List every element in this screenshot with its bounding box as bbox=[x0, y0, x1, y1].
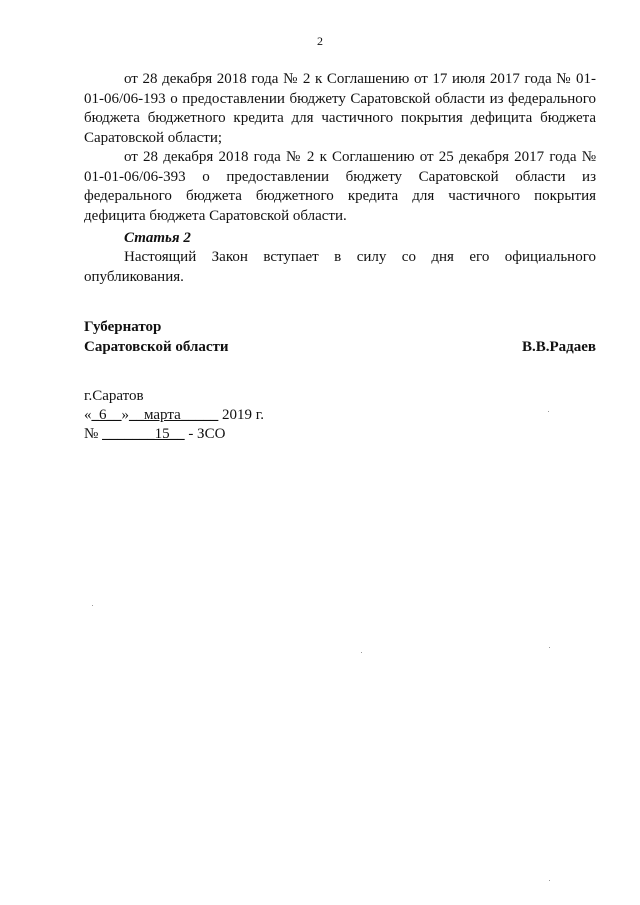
signature-line bbox=[84, 337, 596, 357]
signatory-title-line2: Саратовской области bbox=[84, 339, 229, 355]
date-day: _6__ bbox=[91, 407, 122, 423]
signatory-name: В.В.Радаев bbox=[521, 339, 596, 355]
article-heading: Статья 2 bbox=[124, 230, 191, 246]
amendment-paragraph-1: от 28 декабря 2018 года № 2 к Соглашению от 17 июля 2017 года № 01-01-06/06-193 о предоставлении бюджету Саратовской области из федерального бюджета бюджетного кредита для частичного покрытия дефицита бюджета Саратовской области; bbox=[84, 71, 596, 146]
scan-speck bbox=[361, 652, 362, 653]
article-body bbox=[84, 248, 596, 287]
law-number-suffix: - ЗСО bbox=[184, 426, 226, 442]
signatory-title-line1: Губернатор bbox=[84, 319, 162, 335]
page-number: 2 bbox=[317, 34, 323, 48]
article-text: Настоящий Закон вступает в силу со дня его официального опубликования. bbox=[84, 249, 596, 285]
amendment-paragraph-2: от 28 декабря 2018 года № 2 к Соглашению от 25 декабря 2017 года № 01-01-06/06-393 о предоставлении бюджету Саратовской области из федерального бюджета бюджетного кредита для частичного покрытия дефицита бюджета Саратовской области. bbox=[84, 149, 596, 224]
signature-block bbox=[84, 317, 596, 357]
city: г.Саратов bbox=[84, 388, 144, 404]
scan-speck bbox=[549, 647, 550, 648]
date-open-quote: « bbox=[84, 407, 92, 423]
date-year: 2019 г. bbox=[218, 407, 264, 423]
law-number-prefix: № bbox=[84, 426, 103, 442]
law-number bbox=[84, 425, 264, 444]
scan-speck bbox=[549, 880, 550, 881]
amendments-list bbox=[84, 70, 596, 226]
law-number-value: _______15__ bbox=[102, 426, 185, 442]
place-date-block bbox=[84, 387, 264, 444]
date-close-quote: » bbox=[121, 407, 129, 423]
scan-speck bbox=[548, 411, 549, 412]
signing-date bbox=[84, 406, 264, 425]
scan-speck bbox=[92, 605, 93, 606]
date-month: __марта_____ bbox=[129, 407, 219, 423]
